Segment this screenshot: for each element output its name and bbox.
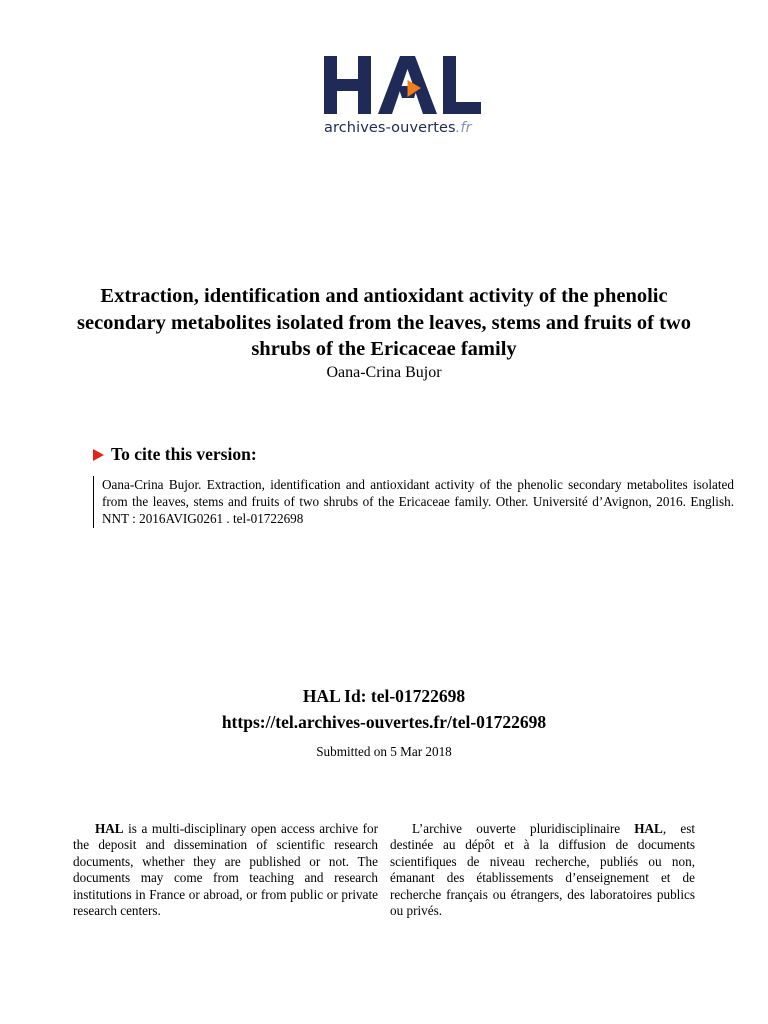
disclaimer-en-text: is a multi-disciplinary open access archive for the deposit and dissemination of scientific research documents, whether they are published or not. The documents may come from teaching and research institutions in France or abroad, or from public or private research centers. [73,821,378,919]
disclaimer-fr-bold: HAL [634,821,663,836]
logo-subtitle-main: archives-ouvertes [324,120,456,136]
disclaimer-english [73,821,378,919]
triangle-bullet-icon [93,449,104,461]
logo-subtitle [324,120,472,136]
disclaimer-en-lead: HAL [95,821,124,836]
document-title: Extraction, identification and antioxidant activity of the phenolic secondary metabolites isolated from the leaves, stems and fruits of two shrubs of the Ericaceae family [77,285,691,360]
disclaimer-french [390,821,695,919]
cite-heading [93,444,257,465]
hal-logo [0,50,768,145]
hal-logo-mark [322,50,484,118]
disclaimer-fr-text: , est destinée au dépôt et à la diffusion de documents scientifiques de niveau recherche, publiés ou non, émanant des établissements d’enseignement et de recherche français ou étrangers, des laboratoires publics ou privés. [390,821,695,919]
citation-block: Oana-Crina Bujor. Extraction, identification and antioxidant activity of the phenolic secondary metabolites isolated from the leaves, stems and fruits of two shrubs of the Ericaceae family. Other. Université d’Avignon, 2016. English. NNT : 2016AVIG0261 . tel-01722698 [93,476,734,528]
logo-subtitle-suffix: .fr [455,120,472,136]
disclaimer-fr-lead: L’archive ouverte pluridisciplinaire [412,821,635,836]
hal-id: HAL Id: tel-01722698 [302,686,466,706]
hal-url-link[interactable]: https://tel.archives-ouvertes.fr/tel-01722698 [221,712,547,732]
document-author: Oana-Crina Bujor [326,364,442,381]
cite-heading-text: To cite this version: [111,444,257,464]
submitted-date: Submitted on 5 Mar 2018 [316,744,452,759]
